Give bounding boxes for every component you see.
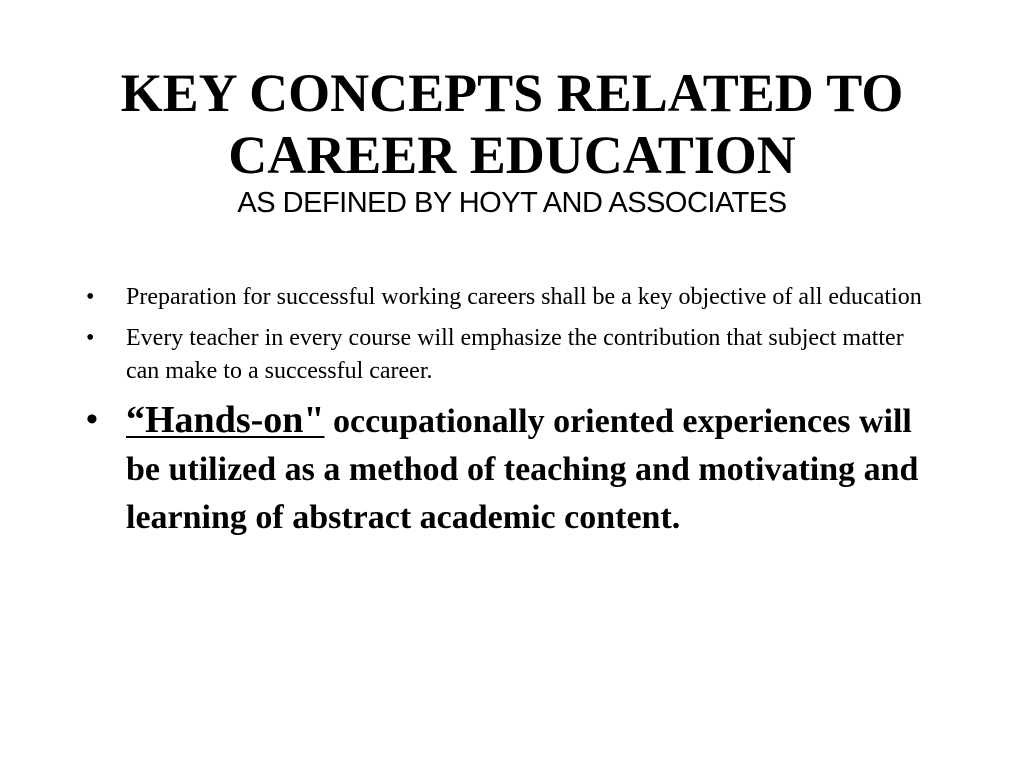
slide-title: KEY CONCEPTS RELATED TO CAREER EDUCATION [120,63,904,185]
bullet-marker: • [86,401,98,438]
slide-subtitle: AS DEFINED BY HOYT AND ASSOCIATES [237,187,787,219]
bullet-text: Every teacher in every course will emphasize the contribution that subject matter can make to a successful career. [126,325,904,384]
bullet-item [84,396,934,542]
hands-on-emphasis: “Hands-on" [126,399,325,441]
bullet-text: occupationally oriented experiences will be utilized as a method of teaching and motivating and learning of abstract academic content. [126,403,919,536]
bullet-item [84,322,934,388]
bullet-marker: • [86,284,95,310]
bullet-list [84,281,934,542]
title-block [60,62,964,220]
bullet-text: Preparation for successful working careers shall be a key objective of all education [126,284,922,310]
bullet-marker: • [86,325,95,351]
bullet-item [84,281,934,314]
